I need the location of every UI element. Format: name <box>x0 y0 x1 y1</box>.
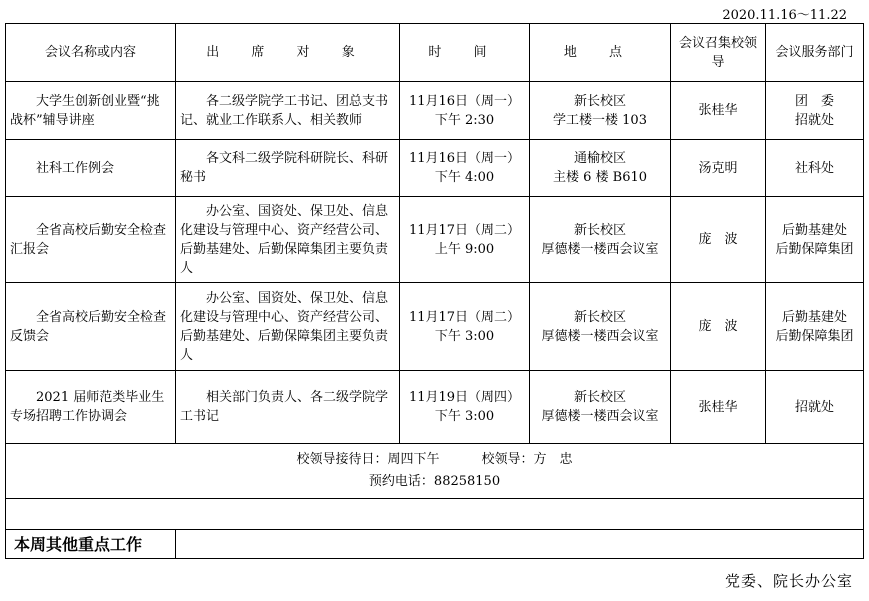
meeting-hour: 下午 3:00 <box>434 328 495 344</box>
footer-office-signature: 党委、院长办公室 <box>724 572 853 590</box>
attendees: 办公室、国资处、保卫处、信息化建设与管理中心、资产经营公司、后勤基建处、后勤保障集团主要负责人 <box>176 197 400 283</box>
meeting-name: 全省高校后勤安全检查反馈会 <box>6 283 176 371</box>
header-convening-leader: 会议召集校领导 <box>671 24 766 82</box>
meeting-name: 2021 届师范类毕业生专场招聘工作协调会 <box>6 371 176 444</box>
meeting-hour: 上午 9:00 <box>434 241 495 257</box>
convening-leader: 庞 波 <box>671 283 766 371</box>
key-work-content <box>176 530 864 559</box>
meeting-place <box>530 82 671 140</box>
meeting-time <box>400 140 530 197</box>
attendees: 各文科二级学院科研院长、科研秘书 <box>176 140 400 197</box>
meeting-time <box>400 371 530 444</box>
attendees: 办公室、国资处、保卫处、信息化建设与管理中心、资产经营公司、后勤基建处、后勤保障集团主要负责人 <box>176 283 400 371</box>
meeting-date: 11月16日（周一） <box>408 93 521 109</box>
service-dept: 招就处 <box>766 371 864 444</box>
meeting-hour: 下午 4:00 <box>434 170 495 185</box>
room: 厚德楼一楼西会议室 <box>541 241 659 257</box>
meeting-hour: 下午 3:00 <box>434 409 495 424</box>
header-row <box>6 24 864 82</box>
header-place: 地 点 <box>530 24 671 82</box>
blank-row <box>6 499 864 530</box>
meeting-name: 社科工作例会 <box>6 140 176 197</box>
room: 厚德楼一楼西会议室 <box>541 328 659 344</box>
meeting-hour: 下午 2:30 <box>434 112 495 128</box>
campus: 新长校区 <box>573 309 626 325</box>
reception-line-2 <box>10 471 859 493</box>
phone-label: 预约电话： <box>368 474 434 489</box>
reception-day-value: 周四下午 <box>387 452 440 467</box>
convening-leader: 庞 波 <box>671 197 766 283</box>
table-row <box>6 140 864 197</box>
meeting-time <box>400 283 530 371</box>
room: 厚德楼一楼西会议室 <box>541 409 659 424</box>
room: 主楼 6 楼 B610 <box>552 170 648 185</box>
convening-leader: 张桂华 <box>671 82 766 140</box>
dept-primary: 后勤基建处 <box>781 222 847 238</box>
header-attendees: 出 席 对 象 <box>176 24 400 82</box>
campus: 通榆校区 <box>573 151 626 166</box>
service-dept: 社科处 <box>766 140 864 197</box>
meeting-date: 11月19日（周四） <box>408 390 521 405</box>
dept-secondary: 招就处 <box>794 112 834 128</box>
table-row <box>6 82 864 140</box>
dept-primary: 后勤基建处 <box>781 309 847 325</box>
meeting-time <box>400 82 530 140</box>
key-work-row <box>6 530 864 559</box>
convening-leader: 汤克明 <box>671 140 766 197</box>
meeting-place <box>530 197 671 283</box>
reception-line-1 <box>10 449 859 471</box>
service-dept <box>766 197 864 283</box>
attendees: 各二级学院学工书记、团总支书记、就业工作联系人、相关教师 <box>176 82 400 140</box>
table-row <box>6 283 864 371</box>
room: 学工楼一楼 103 <box>553 112 647 128</box>
blank-cell <box>6 499 864 530</box>
service-dept <box>766 283 864 371</box>
key-work-label: 本周其他重点工作 <box>6 530 176 559</box>
meeting-time <box>400 197 530 283</box>
convening-leader: 张桂华 <box>671 371 766 444</box>
leader-reception-row <box>6 444 864 499</box>
reception-leader-value: 方 忠 <box>533 452 573 467</box>
meeting-date: 11月17日（周二） <box>408 222 521 238</box>
meeting-date: 11月17日（周二） <box>408 309 521 325</box>
service-dept <box>766 82 864 140</box>
header-time: 时 间 <box>400 24 530 82</box>
campus: 新长校区 <box>573 222 626 238</box>
phone-value: 88258150 <box>433 474 501 489</box>
table-row <box>6 371 864 444</box>
meeting-place <box>530 371 671 444</box>
meeting-name: 全省高校后勤安全检查汇报会 <box>6 197 176 283</box>
table-row <box>6 197 864 283</box>
header-service-dept: 会议服务部门 <box>766 24 864 82</box>
meeting-name: 大学生创新创业暨“挑战杯”辅导讲座 <box>6 82 176 140</box>
meeting-schedule-table <box>5 23 864 559</box>
reception-day-label: 校领导接待日： <box>296 452 388 467</box>
campus: 新长校区 <box>573 93 626 109</box>
date-range: 2020.11.16～11.22 <box>722 8 847 23</box>
header-meeting-name: 会议名称或内容 <box>6 24 176 82</box>
attendees: 相关部门负责人、各二级学院学工书记 <box>176 371 400 444</box>
leader-reception-info <box>6 444 864 499</box>
meeting-place <box>530 140 671 197</box>
campus: 新长校区 <box>573 390 626 405</box>
reception-leader-label: 校领导： <box>481 452 534 467</box>
dept-secondary: 后勤保障集团 <box>775 241 854 257</box>
meeting-date: 11月16日（周一） <box>408 151 521 166</box>
meeting-place <box>530 283 671 371</box>
dept-secondary: 后勤保障集团 <box>775 328 854 344</box>
dept-primary: 团 委 <box>794 93 834 109</box>
